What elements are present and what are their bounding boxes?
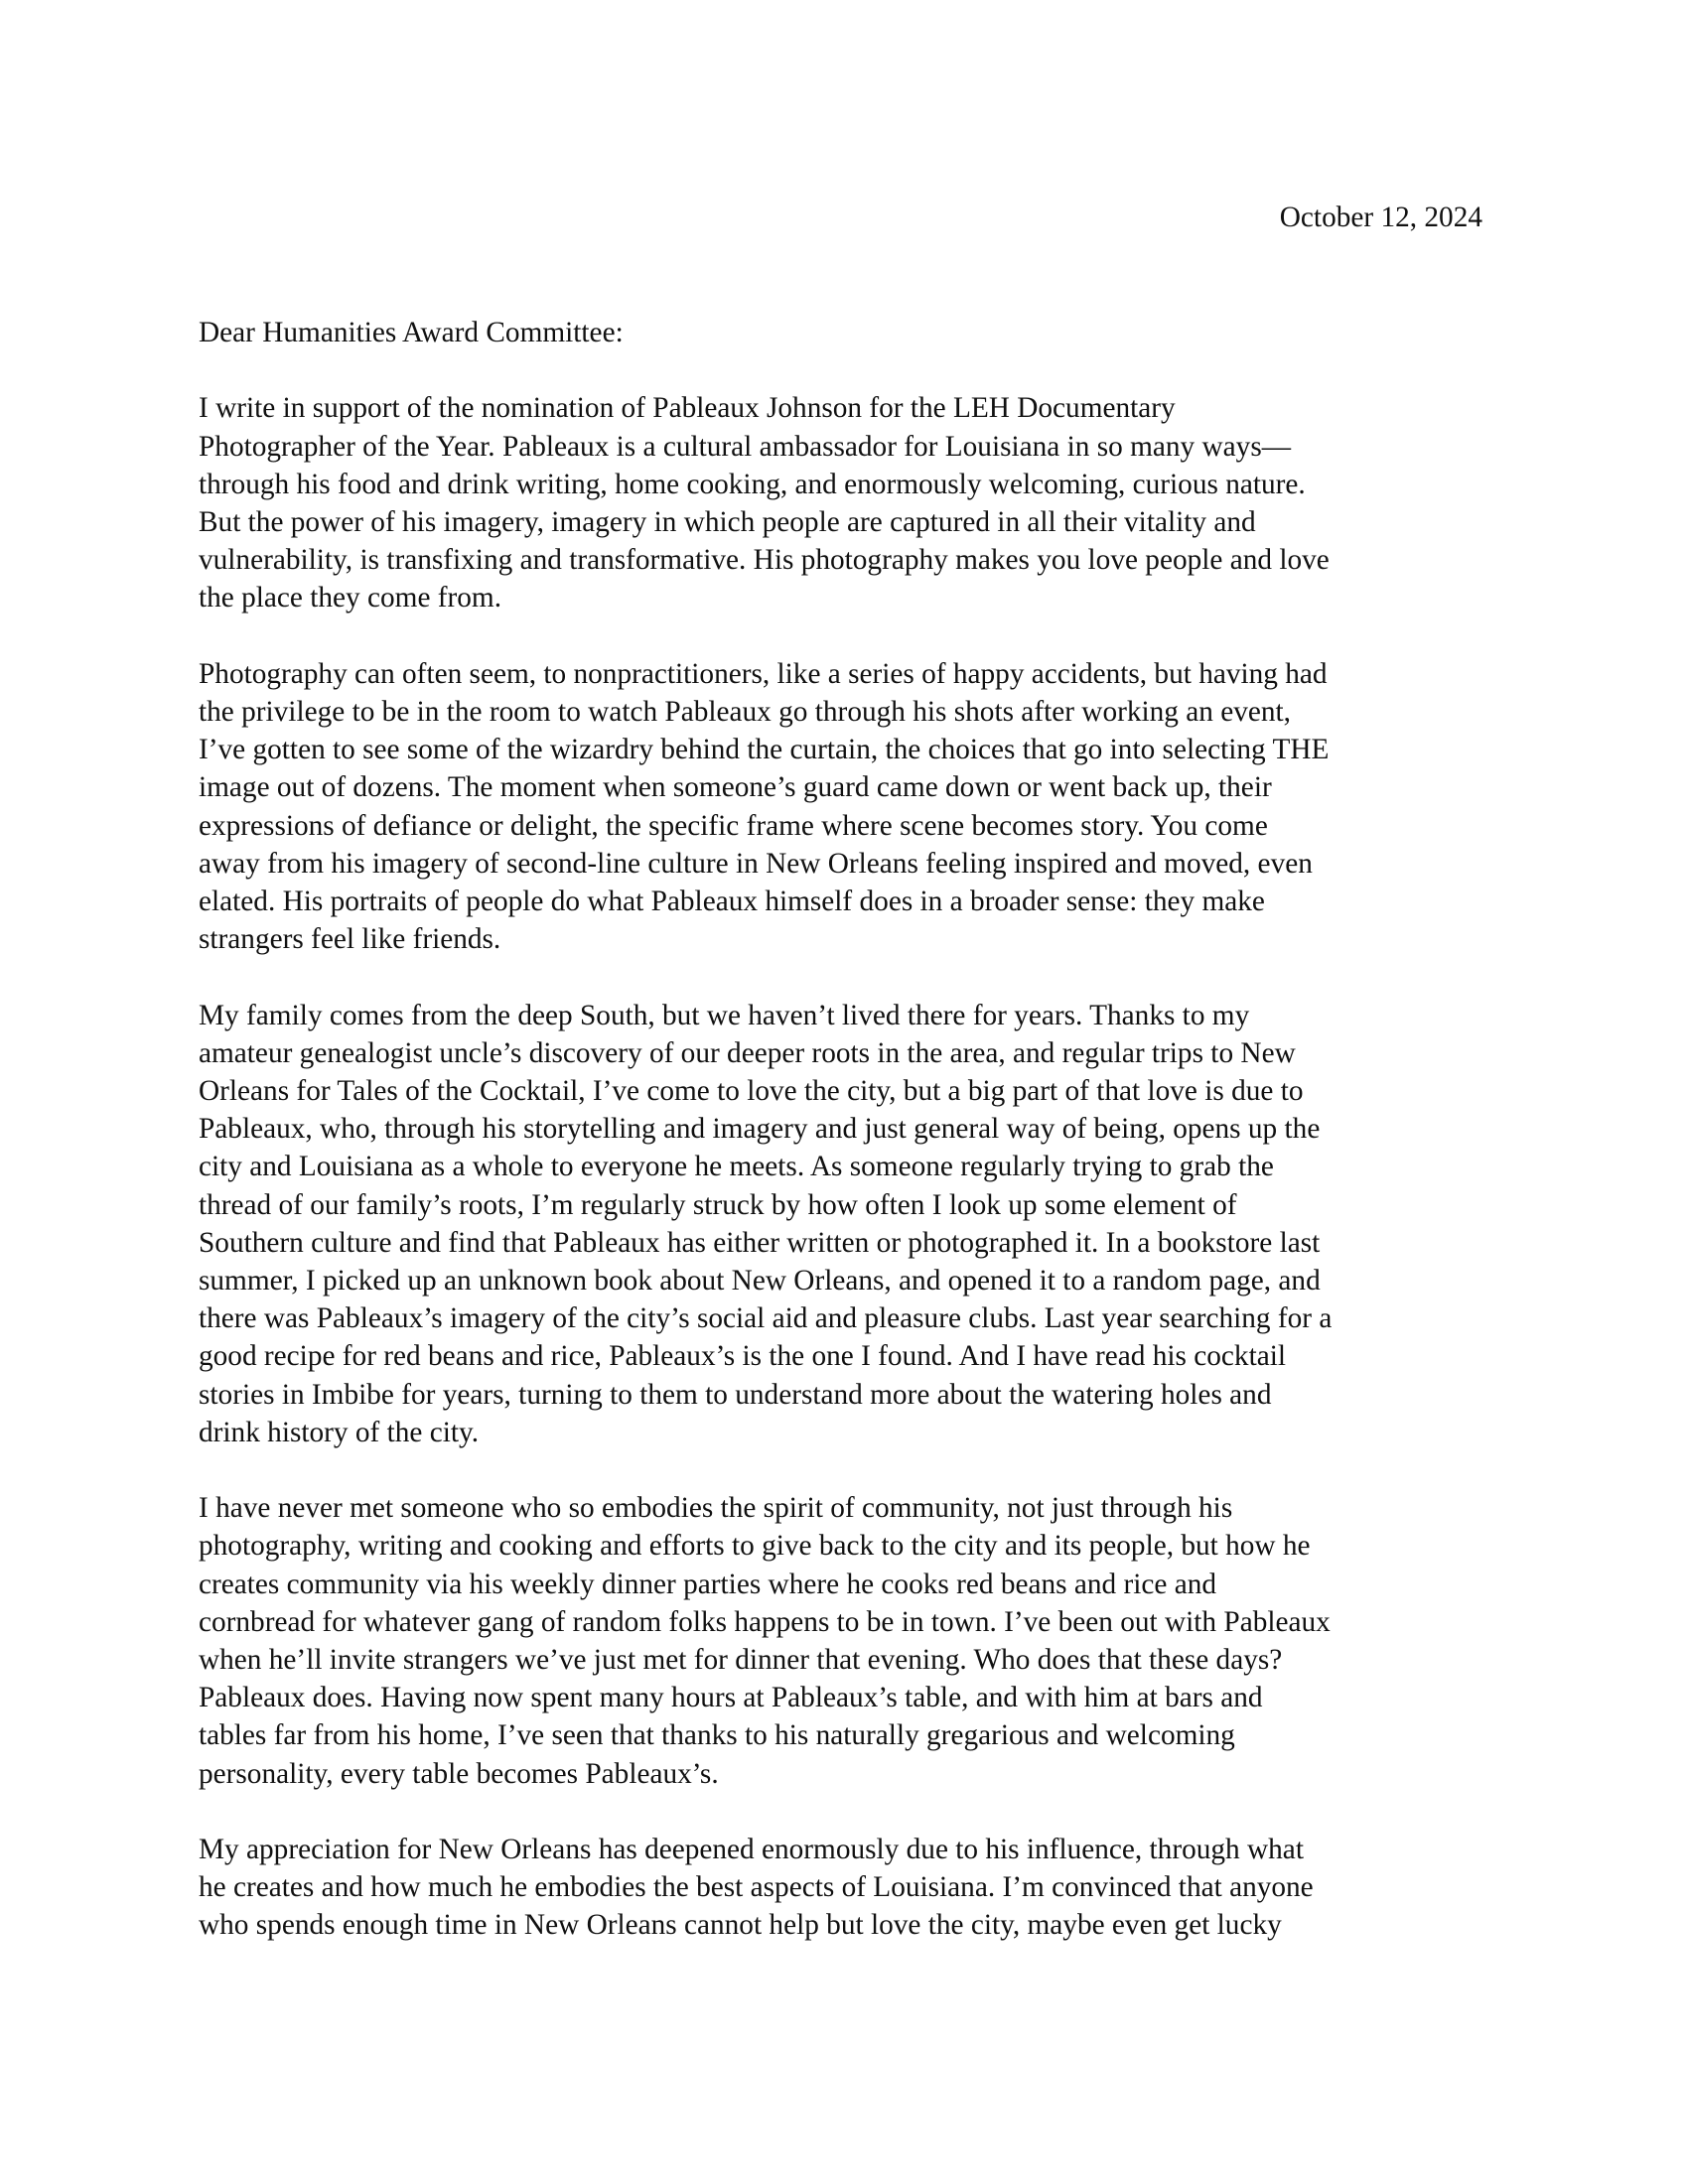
paragraph-family bbox=[199, 997, 1489, 1451]
text-line: I’ve gotten to see some of the wizardry behind the curtain, the choices that go into selecting THE bbox=[199, 734, 1330, 766]
text-line: summer, I picked up an unknown book about New Orleans, and opened it to a random page, and bbox=[199, 1265, 1321, 1297]
text-line: the privilege to be in the room to watch Pableaux go through his shots after working an event, bbox=[199, 696, 1292, 728]
text-line: tables far from his home, I’ve seen that thanks to his naturally gregarious and welcoming bbox=[199, 1719, 1235, 1752]
text-line: Pableaux does. Having now spent many hours at Pableaux’s table, and with him at bars and bbox=[199, 1682, 1263, 1714]
text-line: he creates and how much he embodies the best aspects of Louisiana. I’m convinced that anyone bbox=[199, 1871, 1314, 1904]
letter-body bbox=[199, 314, 1489, 1982]
text-line: cornbread for whatever gang of random folks happens to be in town. I’ve been out with Pableaux bbox=[199, 1605, 1331, 1638]
text-line: photography, writing and cooking and efforts to give back to the city and its people, but how he bbox=[199, 1530, 1311, 1563]
text-line: My appreciation for New Orleans has deepened enormously due to his influence, through what bbox=[199, 1834, 1304, 1866]
salutation: Dear Humanities Award Committee: bbox=[199, 317, 624, 348]
text-line: Photography can often seem, to nonpractitioners, like a series of happy accidents, but having had bbox=[199, 657, 1328, 690]
text-line: I have never met someone who so embodies the spirit of community, not just through his bbox=[199, 1492, 1233, 1525]
text-line: Orleans for Tales of the Cocktail, I’ve come to love the city, but a big part of that love is due to bbox=[199, 1075, 1304, 1108]
text-line: creates community via his weekly dinner parties where he cooks red beans and rice and bbox=[199, 1568, 1217, 1600]
text-line: personality, every table becomes Pableaux’s. bbox=[199, 1757, 719, 1790]
text-line: stories in Imbibe for years, turning to them to understand more about the watering holes and bbox=[199, 1378, 1272, 1411]
text-line: city and Louisiana as a whole to everyone he meets. As someone regularly trying to grab the bbox=[199, 1151, 1274, 1183]
text-line: Photographer of the Year. Pableaux is a cultural ambassador for Louisiana in so many ways— bbox=[199, 430, 1292, 463]
text-line: strangers feel like friends. bbox=[199, 923, 501, 956]
text-line: through his food and drink writing, home cooking, and enormously welcoming, curious nature. bbox=[199, 468, 1306, 500]
paragraph-nomination bbox=[199, 389, 1489, 616]
letter-date: October 12, 2024 bbox=[1279, 202, 1482, 233]
text-line: the place they come from. bbox=[199, 582, 502, 614]
text-line: Pableaux, who, through his storytelling and imagery and just general way of being, opens up the bbox=[199, 1113, 1321, 1146]
paragraph-community bbox=[199, 1489, 1489, 1793]
text-line: good recipe for red beans and rice, Pableaux’s is the one I found. And I have read his cocktail bbox=[199, 1340, 1286, 1373]
text-line: who spends enough time in New Orleans cannot help but love the city, maybe even get lucky bbox=[199, 1909, 1282, 1942]
text-line: Southern culture and find that Pableaux has either written or photographed it. In a bookstore last bbox=[199, 1226, 1321, 1259]
text-line: I write in support of the nomination of Pableaux Johnson for the LEH Documentary bbox=[199, 392, 1176, 425]
text-line: vulnerability, is transfixing and transformative. His photography makes you love people and love bbox=[199, 544, 1330, 577]
text-line: elated. His portraits of people do what Pableaux himself does in a broader sense: they make bbox=[199, 886, 1265, 918]
text-line: when he’ll invite strangers we’ve just met for dinner that evening. Who does that these days? bbox=[199, 1644, 1283, 1677]
text-line: amateur genealogist uncle’s discovery of our deeper roots in the area, and regular trips to New bbox=[199, 1036, 1296, 1069]
text-line: drink history of the city. bbox=[199, 1416, 480, 1448]
text-line: expressions of defiance or delight, the specific frame where scene becomes story. You come bbox=[199, 809, 1268, 842]
text-line: away from his imagery of second-line culture in New Orleans feeling inspired and moved, even bbox=[199, 847, 1313, 880]
text-line: there was Pableaux’s imagery of the city’s social aid and pleasure clubs. Last year searching for a bbox=[199, 1302, 1333, 1335]
text-line: But the power of his imagery, imagery in which people are captured in all their vitality and bbox=[199, 506, 1256, 538]
paragraph-appreciation bbox=[199, 1831, 1489, 1945]
text-line: My family comes from the deep South, but we haven’t lived there for years. Thanks to my bbox=[199, 999, 1250, 1031]
text-line: image out of dozens. The moment when someone’s guard came down or went back up, their bbox=[199, 771, 1272, 804]
paragraph-photography bbox=[199, 655, 1489, 959]
text-line: thread of our family’s roots, I’m regularly struck by how often I look up some element of bbox=[199, 1188, 1237, 1221]
